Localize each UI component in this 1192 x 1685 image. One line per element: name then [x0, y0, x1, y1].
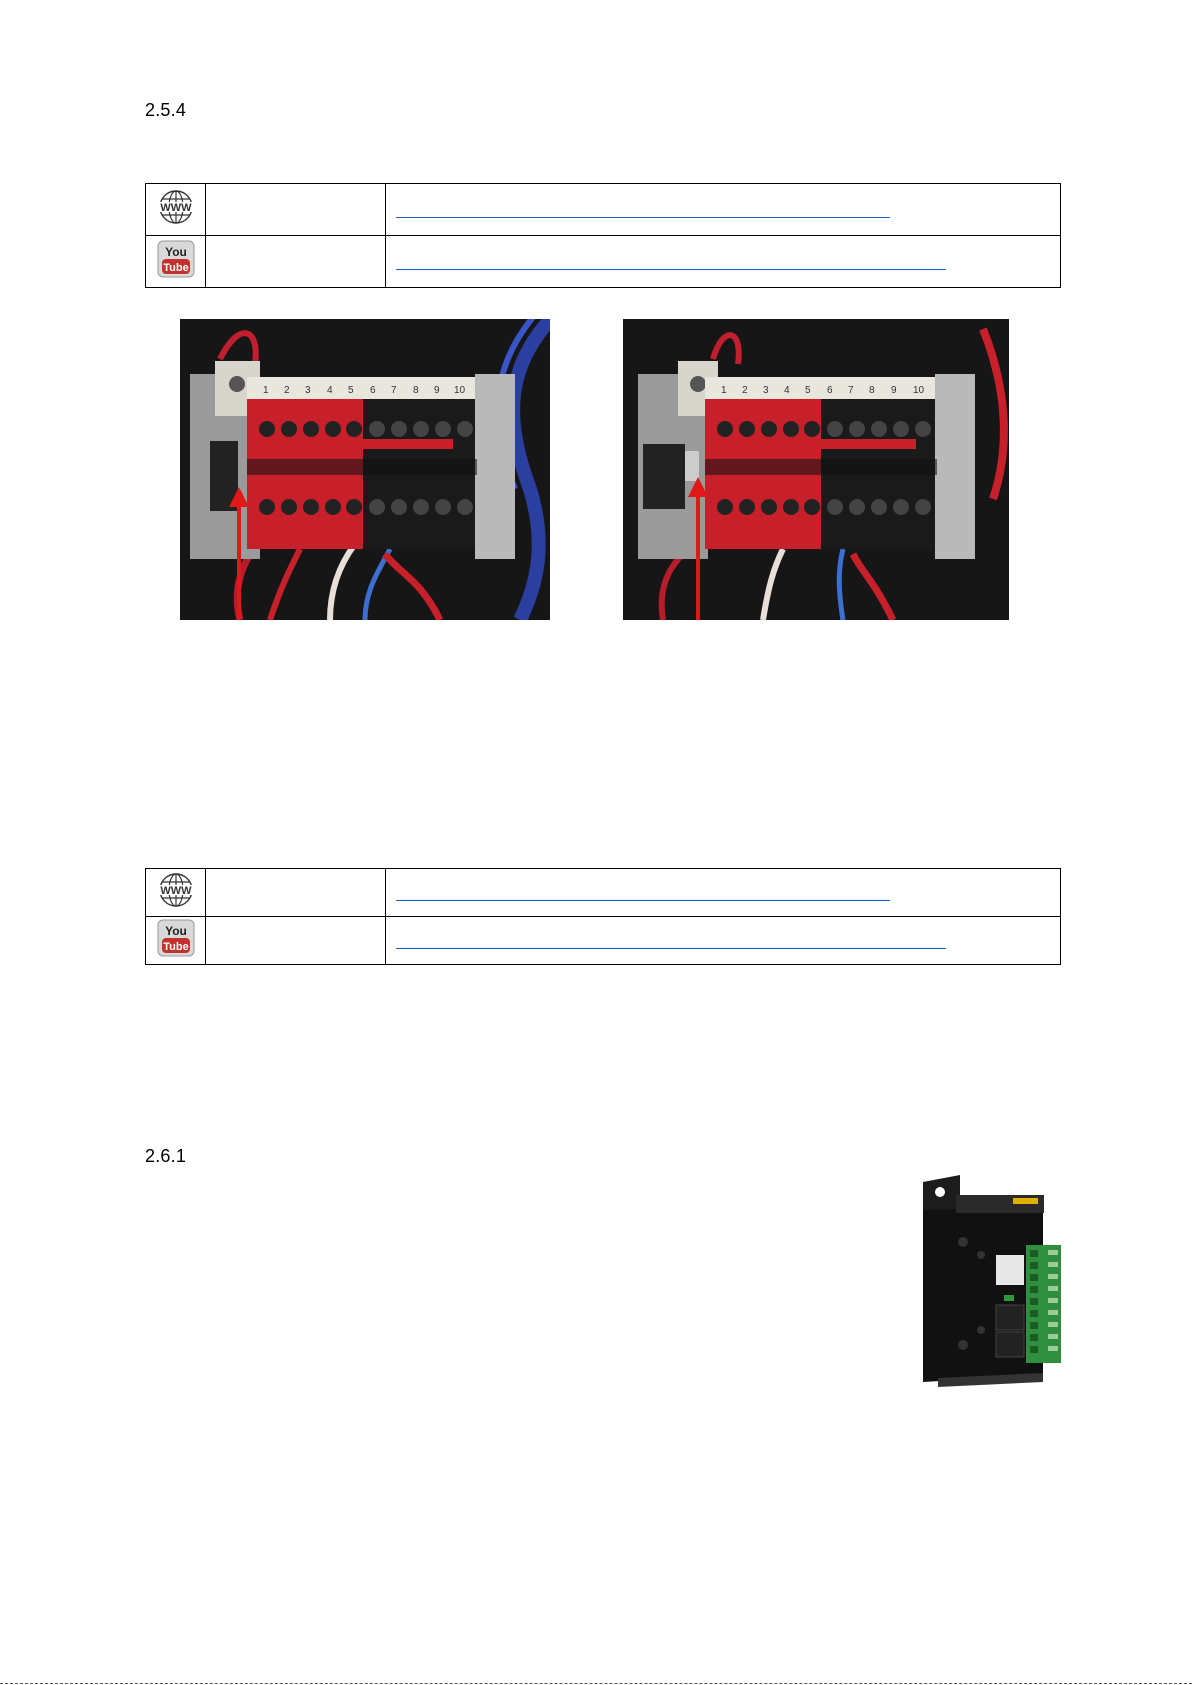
page-bottom-rule: [0, 1683, 1192, 1684]
resource-links-table-2: [145, 868, 1061, 965]
svg-text:10: 10: [454, 385, 466, 396]
table-row: [146, 869, 1061, 917]
svg-text:4: 4: [784, 385, 790, 396]
table-row: [146, 917, 1061, 965]
svg-text:9: 9: [891, 385, 897, 396]
svg-text:8: 8: [869, 385, 875, 396]
svg-text:1: 1: [263, 385, 269, 396]
svg-text:Tube: Tube: [162, 941, 189, 953]
terminal-block-photo-after: [623, 319, 1009, 620]
youtube-link[interactable]: [396, 948, 946, 949]
www-globe-icon: [157, 188, 195, 226]
svg-text:3: 3: [305, 385, 311, 396]
svg-text:7: 7: [391, 385, 397, 396]
svg-text:4: 4: [327, 385, 333, 396]
svg-text:WWW: WWW: [159, 885, 192, 897]
svg-text:3: 3: [763, 385, 769, 396]
table-row: [146, 184, 1061, 236]
svg-text:10: 10: [913, 385, 925, 396]
www-globe-icon: [157, 871, 195, 909]
svg-text:You: You: [164, 245, 187, 259]
svg-text:2: 2: [284, 385, 290, 396]
table-row: [146, 236, 1061, 288]
website-link[interactable]: [396, 900, 890, 901]
svg-text:6: 6: [370, 385, 376, 396]
svg-text:6: 6: [827, 385, 833, 396]
svg-text:WWW: WWW: [159, 202, 192, 214]
svg-text:9: 9: [434, 385, 440, 396]
svg-text:2: 2: [742, 385, 748, 396]
terminal-block-photo-before: [180, 319, 550, 620]
controller-module-photo: [918, 1170, 1068, 1395]
youtube-icon: [157, 919, 195, 957]
svg-text:Tube: Tube: [162, 262, 189, 274]
youtube-icon: [157, 240, 195, 278]
resource-links-table: [145, 183, 1061, 288]
website-link[interactable]: [396, 217, 890, 218]
section-number-2-5-4: 2.5.4: [145, 100, 187, 120]
svg-text:8: 8: [413, 385, 419, 396]
svg-text:You: You: [164, 924, 187, 938]
svg-text:7: 7: [848, 385, 854, 396]
svg-text:5: 5: [805, 385, 811, 396]
svg-text:1: 1: [721, 385, 727, 396]
youtube-link[interactable]: [396, 269, 946, 270]
section-number-2-6-1: 2.6.1: [145, 1146, 187, 1166]
svg-text:5: 5: [348, 385, 354, 396]
